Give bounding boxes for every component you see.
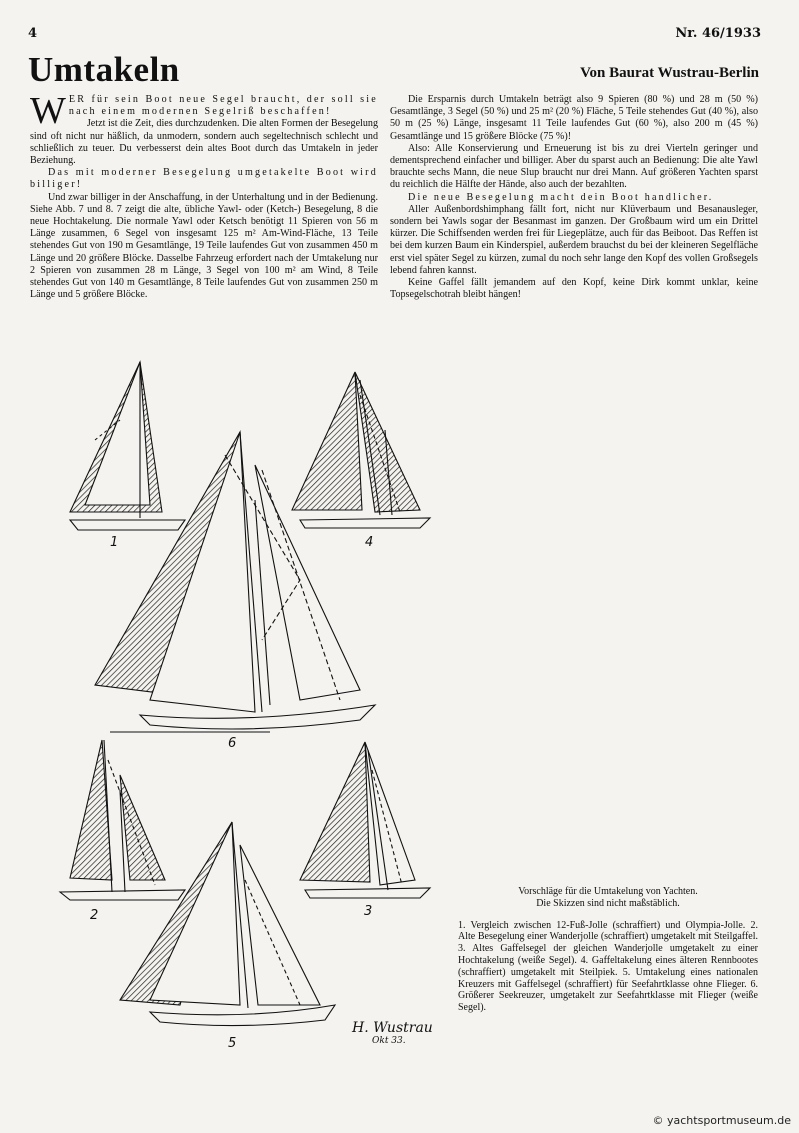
paragraph: Die Ersparnis durch Umtakeln beträgt also 9 Spieren (80 %) und 28 m (50 %) Gesamtlänge, 3 Segel (50 %) und 25 m² (20 %) Fläche, 5 Teile stehendes Gut (40 %), also 50 m (25 %) Länge, insgesamt 11 Teile laufendes Gut (60 %), also 200 m (45 %) Gesamtlänge und 15 größere Blöcke (75 %)! [390, 94, 758, 142]
figure-label-3: 3 [364, 904, 373, 919]
issue-number: Nr. 46/1933 [675, 26, 761, 41]
watermark: © yachtsportmuseum.de [652, 1114, 791, 1127]
paragraph: Also: Alle Konservierung und Erneuerung ist bis zu drei Vierteln geringer und dementsprechend einfacher und billiger. Aber du sparst auch an Bedienung: Die alte Yawl brauchte sechs Mann, die neue Slup braucht nur drei Mann. Auf größeren Yachten sparst du reichlich die Hälfte der Hände, also auch der bezahlten. [390, 142, 758, 191]
figure-label-1: 1 [110, 535, 119, 550]
figure-label-2: 2 [90, 908, 99, 923]
sail-figure-3 [300, 742, 430, 898]
figure-caption [458, 886, 758, 1014]
figure-label-4: 4 [365, 535, 374, 550]
lead-text: ER für sein Boot neue Segel braucht, der soll sie nach einem modernen Segelriß beschaffen! [68, 94, 378, 118]
subheading-paragraph: Das mit moderner Besegelung umgetakelte Boot wird billiger! [30, 167, 378, 191]
paragraph: Aller Außenbordshimphang fällt fort, nicht nur Klüverbaum und Besanausleger, sondern bei Yawls sogar der Besanmast im ganzen. Der Großbaum wird um ein Drittel kürzer. Die Schiffsenden werden frei für Liegeplätze, auch für das Beiboot. Das Reffen ist bei dem kurzen Baum ein Kinderspiel, außerdem brauchst du bei der kleineren Segelfläche erst viel später Segel zu kürzen, zumal du noch sehr lange den Kopf des vollen Großsegels lebend fahren kannst. [390, 203, 758, 276]
byline: Von Baurat Wustrau-Berlin [580, 65, 759, 81]
sail-figure-2 [60, 740, 185, 900]
paragraph: Jetzt ist die Zeit, dies durchzudenken. Die alten Formen der Besegelung sind oft nicht nur häßlich, da unmodern, sondern auch segeltechnisch schlecht und schließlich zu teuer. Du verbesserst dein altes Boot durch das Umtakeln in jeder Beziehung. [30, 118, 378, 167]
drop-cap: W [30, 90, 66, 132]
caption-text: 1. Vergleich zwischen 12-Fuß-Jolle (schraffiert) und Olympia-Jolle. 2. Alte Besegelung einer Wanderjolle (schraffiert) umgetakelt mit Steilgaffel. 3. Altes Gaffelsegel der gleichen Wanderjolle umgetakelt zu einer Hochtakelung (weiße Segel). 4. Gaffeltakelung eines älteren Rennbootes (schraffiert) umgetakelt mit Steilpiek. 5. Umtakelung eines nationalen Kreuzers mit Gaffelsegel (schraffiert) für Seefahrtklasse ohne Flieger. 6. Größerer Seekreuzer, umgetakelt zur Seefahrtklasse mit Flieger (weiße Segel). [458, 919, 758, 1014]
signature-date: Okt 33. [372, 1036, 406, 1046]
article-title: Umtakeln [28, 50, 180, 89]
figure-label-5: 5 [228, 1036, 237, 1051]
paragraph: Keine Gaffel fällt jemandem auf den Kopf, keine Dirk kommt unklar, keine Topsegelschotrah bleibt hängen! [390, 277, 758, 301]
subheading-paragraph: Die neue Besegelung macht dein Boot handlicher. [408, 191, 714, 203]
page-number: 4 [28, 26, 38, 41]
caption-subtitle: Die Skizzen sind nicht maßstäblich. [536, 897, 680, 909]
figure-label-6: 6 [228, 736, 237, 751]
caption-title: Vorschläge für die Umtakelung von Yachten. [518, 886, 698, 897]
sail-figure-1 [70, 362, 185, 530]
paragraph: Und zwar billiger in der Anschaffung, in der Unterhaltung und in der Bedienung. Siehe Abb. 7 und 8. 7 zeigt die alte, übliche Yawl- oder (Ketch-) Besegelung, 8 die neue Hochtakelung. Die normale Yawl oder Ketsch benötigt 11 Spieren von 56 m Länge zusammen, 6 Segel von insgesamt 125 m² Am-Wind-Fläche, 13 Teile stehendes Gut von 190 m Gesamtlänge, 19 Teile laufendes Gut von zusammen 450 m Länge und 20 größere Blöcke. Dasselbe Fahrzeug erfordert nach der Umtakelung nur 2 Spieren von zusammen 28 m Länge, 3 Segel von 100 m² am Wind, 8 Teile stehendes Gut von 140 m Gesamtlänge, 8 Teile laufendes Gut von zusammen 250 m Länge und 5 größere Blöcke. [30, 191, 378, 301]
sail-figure-4 [292, 372, 430, 528]
signature: H. Wustrau [352, 1020, 433, 1036]
